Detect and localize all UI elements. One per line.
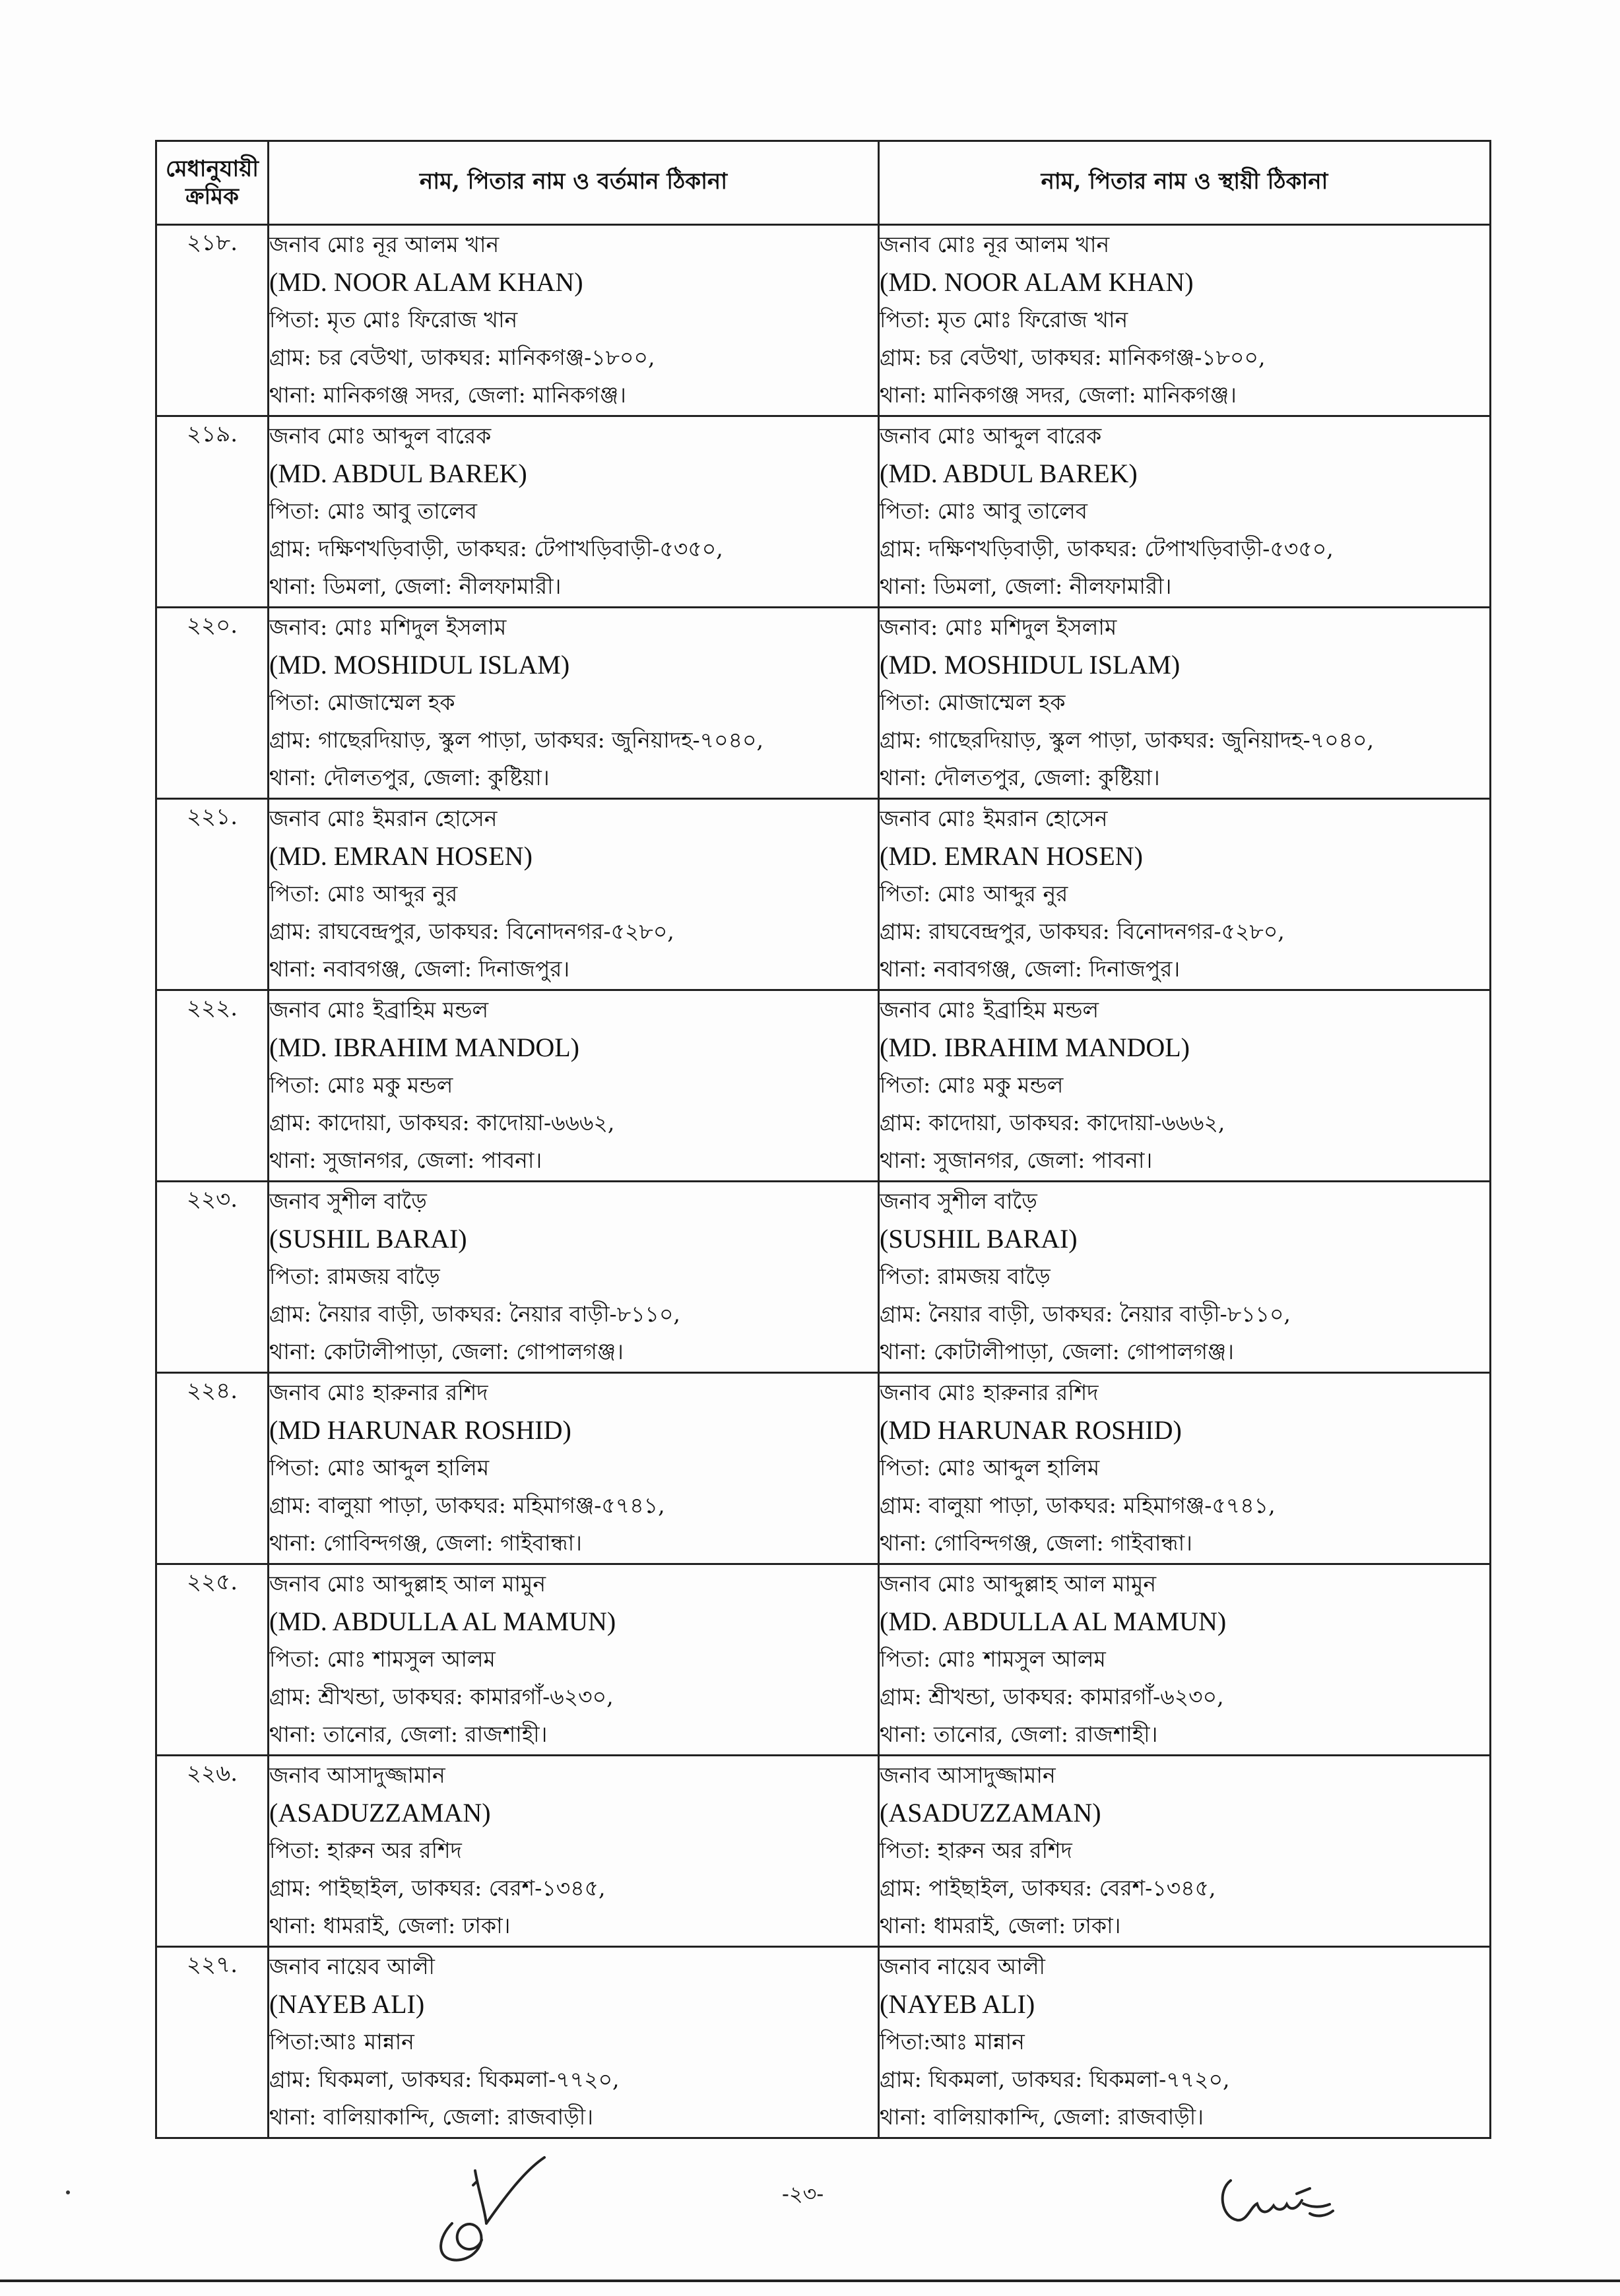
table-row (156, 799, 1491, 990)
serial-number: ২২৭. (156, 1947, 269, 2138)
name-bn: জনাব সুশীল বাড়ৈ (269, 1188, 427, 1214)
thana-district: থানা: দৌলতপুর, জেলা: কুষ্টিয়া। (880, 765, 1160, 790)
present-address-cell (269, 225, 879, 416)
serial-number: ২২১. (156, 799, 269, 990)
name-bn: জনাব: মোঃ মশিদুল ইসলাম (269, 614, 507, 640)
name-en: (MD. MOSHIDUL ISLAM) (269, 650, 570, 680)
village-address: গ্রাম: দক্ষিণখড়িবাড়ী, ডাকঘর: টেপাখড়িবাড়ী-৫৩৫০, (880, 536, 1334, 561)
serial-number: ২১৯. (156, 416, 269, 608)
father-name: পিতা: রামজয় বাড়ৈ (880, 1263, 1051, 1289)
table-header-row (156, 141, 1491, 225)
serial-number: ২২৪. (156, 1373, 269, 1564)
thana-district: থানা: মানিকগঞ্জ সদর, জেলা: মানিকগঞ্জ। (880, 382, 1237, 408)
table-row (156, 1947, 1491, 2138)
thana-district: থানা: ধামরাই, জেলা: ঢাকা। (880, 1913, 1121, 1938)
name-bn: জনাব মোঃ নূর আলম খান (880, 232, 1110, 257)
serial-column-header: মেধানুযায়ী ক্রমিক (156, 141, 269, 225)
father-name: পিতা: মোঃ শামসুল আলম (880, 1646, 1106, 1672)
father-name: পিতা: মৃত মোঃ ফিরোজ খান (269, 307, 518, 333)
name-en: (ASADUZZAMAN) (269, 1798, 491, 1828)
present-address-cell (269, 1947, 879, 2138)
village-address: গ্রাম: পাইছাইল, ডাকঘর: বেরশ-১৩৪৫, (880, 1875, 1216, 1901)
name-bn: জনাব মোঃ হারুনার রশিদ (880, 1380, 1099, 1405)
thana-district: থানা: সুজানগর, জেলা: পাবনা। (880, 1147, 1153, 1173)
village-address: গ্রাম: কাদোয়া, ডাকঘর: কাদোয়া-৬৬৬২, (880, 1110, 1225, 1135)
candidate-table (155, 140, 1491, 2139)
village-address: গ্রাম: বালুয়া পাড়া, ডাকঘর: মহিমাগঞ্জ-৫৭৪১, (880, 1492, 1276, 1518)
permanent-address-cell (879, 1947, 1491, 2138)
father-name: পিতা: রামজয় বাড়ৈ (269, 1263, 440, 1289)
present-address-cell (269, 1756, 879, 1947)
father-name: পিতা: মোঃ মকু মন্ডল (269, 1072, 453, 1098)
father-name: পিতা: মোঃ আবু তালেব (880, 498, 1088, 524)
name-en: (MD. NOOR ALAM KHAN) (880, 267, 1194, 297)
name-en: (NAYEB ALI) (269, 1989, 425, 2019)
thana-district: থানা: নবাবগঞ্জ, জেলা: দিনাজপুর। (269, 956, 570, 982)
name-bn: জনাব মোঃ ইব্রাহিম মন্ডল (880, 997, 1099, 1023)
name-en: (MD. EMRAN HOSEN) (880, 841, 1143, 871)
thana-district: থানা: ডিমলা, জেলা: নীলফামারী। (880, 573, 1172, 599)
village-address: গ্রাম: ঘিকমলা, ডাকঘর: ঘিকমলা-৭৭২০, (880, 2066, 1230, 2092)
thana-district: থানা: তানোর, জেলা: রাজশাহী। (880, 1721, 1158, 1747)
village-address: গ্রাম: রাঘবেন্দ্রপুর, ডাকঘর: বিনোদনগর-৫২৮০, (269, 918, 674, 944)
present-address-cell (269, 799, 879, 990)
page-bottom-rule (0, 2280, 1620, 2282)
thana-district: থানা: গোবিন্দগঞ্জ, জেলা: গাইবান্ধা। (880, 1530, 1192, 1556)
permanent-address-cell (879, 1564, 1491, 1756)
name-bn: জনাব মোঃ ইমরান হোসেন (269, 806, 498, 831)
name-bn: জনাব মোঃ আব্দুল বারেক (269, 423, 492, 449)
name-en: (MD. NOOR ALAM KHAN) (269, 267, 583, 297)
name-bn: জনাব আসাদুজ্জামান (880, 1762, 1056, 1788)
thana-district: থানা: কোটালীপাড়া, জেলা: গোপালগঞ্জ। (269, 1339, 624, 1364)
present-address-cell (269, 608, 879, 799)
table-row (156, 990, 1491, 1182)
village-address: গ্রাম: কাদোয়া, ডাকঘর: কাদোয়া-৬৬৬২, (269, 1110, 615, 1135)
thana-district: থানা: দৌলতপুর, জেলা: কুষ্টিয়া। (269, 765, 550, 790)
father-name: পিতা: মোজাম্মেল হক (269, 689, 455, 715)
thana-district: থানা: গোবিন্দগঞ্জ, জেলা: গাইবান্ধা। (269, 1530, 582, 1556)
village-address: গ্রাম: শ্রীখন্ডা, ডাকঘর: কামারগাঁ-৬২৩০, (269, 1684, 614, 1709)
name-en: (MD. ABDUL BAREK) (269, 459, 527, 488)
thana-district: থানা: মানিকগঞ্জ সদর, জেলা: মানিকগঞ্জ। (269, 382, 626, 408)
name-bn: জনাব নায়েব আলী (269, 1954, 435, 1979)
name-en: (MD. MOSHIDUL ISLAM) (880, 650, 1181, 680)
present-address-cell (269, 1182, 879, 1373)
serial-number: ২২৫. (156, 1564, 269, 1756)
name-en: (ASADUZZAMAN) (880, 1798, 1101, 1828)
present-address-cell (269, 990, 879, 1182)
name-en: (MD HARUNAR ROSHID) (880, 1415, 1182, 1445)
name-bn: জনাব মোঃ ইমরান হোসেন (880, 806, 1108, 831)
village-address: গ্রাম: নৈয়ার বাড়ী, ডাকঘর: নৈয়ার বাড়ী-৮১১০, (269, 1301, 680, 1327)
signature-right (1211, 2167, 1356, 2240)
village-address: গ্রাম: শ্রীখন্ডা, ডাকঘর: কামারগাঁ-৬২৩০, (880, 1684, 1224, 1709)
father-name: পিতা: মোঃ আব্দুর নুর (880, 881, 1068, 907)
table-row (156, 1564, 1491, 1756)
thana-district: থানা: বালিয়াকান্দি, জেলা: রাজবাড়ী। (269, 2104, 594, 2130)
father-name: পিতা: মোঃ আবু তালেব (269, 498, 478, 524)
father-name: পিতা: মৃত মোঃ ফিরোজ খান (880, 307, 1128, 333)
name-bn: জনাব মোঃ নূর আলম খান (269, 232, 500, 257)
father-name: পিতা:আঃ মান্নান (269, 2029, 414, 2055)
name-en: (MD. ABDULLA AL MAMUN) (269, 1607, 616, 1636)
father-name: পিতা: মোঃ আব্দুল হালিম (880, 1455, 1100, 1481)
table-row (156, 608, 1491, 799)
village-address: গ্রাম: চর বেউথা, ডাকঘর: মানিকগঞ্জ-১৮০০, (880, 344, 1266, 370)
permanent-address-cell (879, 416, 1491, 608)
name-bn: জনাব সুশীল বাড়ৈ (880, 1188, 1037, 1214)
name-bn: জনাব মোঃ আব্দুল্লাহ আল মামুন (880, 1571, 1157, 1597)
village-address: গ্রাম: পাইছাইল, ডাকঘর: বেরশ-১৩৪৫, (269, 1875, 606, 1901)
thana-district: থানা: সুজানগর, জেলা: পাবনা। (269, 1147, 542, 1173)
scan-speck (66, 2190, 70, 2194)
present-address-cell (269, 416, 879, 608)
village-address: গ্রাম: গাছেরদিয়াড়, স্কুল পাড়া, ডাকঘর: জুনিয়াদহ-৭০৪০, (880, 727, 1374, 753)
name-en: (MD. EMRAN HOSEN) (269, 841, 533, 871)
thana-district: থানা: বালিয়াকান্দি, জেলা: রাজবাড়ী। (880, 2104, 1204, 2130)
father-name: পিতা: মোজাম্মেল হক (880, 689, 1066, 715)
serial-number: ২২০. (156, 608, 269, 799)
present-address-column-header: নাম, পিতার নাম ও বর্তমান ঠিকানা (269, 141, 879, 225)
village-address: গ্রাম: ঘিকমলা, ডাকঘর: ঘিকমলা-৭৭২০, (269, 2066, 620, 2092)
father-name: পিতা: মোঃ শামসুল আলম (269, 1646, 496, 1672)
permanent-address-column-header: নাম, পিতার নাম ও স্থায়ী ঠিকানা (879, 141, 1491, 225)
present-address-cell (269, 1373, 879, 1564)
village-address: গ্রাম: রাঘবেন্দ্রপুর, ডাকঘর: বিনোদনগর-৫২৮০, (880, 918, 1285, 944)
serial-number: ২২৩. (156, 1182, 269, 1373)
father-name: পিতা: হারুন অর রশিদ (269, 1837, 462, 1863)
father-name: পিতা: মোঃ আব্দুল হালিম (269, 1455, 490, 1481)
name-en: (MD. ABDULLA AL MAMUN) (880, 1607, 1227, 1636)
village-address: গ্রাম: চর বেউথা, ডাকঘর: মানিকগঞ্জ-১৮০০, (269, 344, 655, 370)
name-bn: জনাব মোঃ হারুনার রশিদ (269, 1380, 488, 1405)
table-row (156, 1182, 1491, 1373)
name-en: (MD HARUNAR ROSHID) (269, 1415, 571, 1445)
village-address: গ্রাম: বালুয়া পাড়া, ডাকঘর: মহিমাগঞ্জ-৫৭৪১, (269, 1492, 665, 1518)
name-bn: জনাব নায়েব আলী (880, 1954, 1045, 1979)
name-bn: জনাব মোঃ আব্দুল্লাহ আল মামুন (269, 1571, 546, 1597)
village-address: গ্রাম: দক্ষিণখড়িবাড়ী, ডাকঘর: টেপাখড়িবাড়ী-৫৩৫০, (269, 536, 723, 561)
name-bn: জনাব মোঃ আব্দুল বারেক (880, 423, 1102, 449)
page-number: -২৩- (782, 2181, 824, 2206)
table-row (156, 1756, 1491, 1947)
table-row (156, 416, 1491, 608)
name-en: (MD. IBRAHIM MANDOL) (880, 1033, 1190, 1062)
table-row (156, 1373, 1491, 1564)
name-en: (NAYEB ALI) (880, 1989, 1035, 2019)
father-name: পিতা: মোঃ মকু মন্ডল (880, 1072, 1064, 1098)
table-row (156, 225, 1491, 416)
signature-left (412, 2151, 558, 2270)
village-address: গ্রাম: নৈয়ার বাড়ী, ডাকঘর: নৈয়ার বাড়ী-৮১১০, (880, 1301, 1291, 1327)
name-en: (SUSHIL BARAI) (269, 1224, 467, 1254)
present-address-cell (269, 1564, 879, 1756)
serial-number: ২২৬. (156, 1756, 269, 1947)
thana-district: থানা: ধামরাই, জেলা: ঢাকা। (269, 1913, 511, 1938)
name-bn: জনাব: মোঃ মশিদুল ইসলাম (880, 614, 1117, 640)
father-name: পিতা:আঃ মান্নান (880, 2029, 1025, 2055)
permanent-address-cell (879, 1373, 1491, 1564)
permanent-address-cell (879, 799, 1491, 990)
thana-district: থানা: ডিমলা, জেলা: নীলফামারী। (269, 573, 562, 599)
permanent-address-cell (879, 225, 1491, 416)
permanent-address-cell (879, 1182, 1491, 1373)
name-en: (SUSHIL BARAI) (880, 1224, 1078, 1254)
serial-number: ২২২. (156, 990, 269, 1182)
thana-district: থানা: নবাবগঞ্জ, জেলা: দিনাজপুর। (880, 956, 1181, 982)
name-bn: জনাব মোঃ ইব্রাহিম মন্ডল (269, 997, 489, 1023)
father-name: পিতা: মোঃ আব্দুর নুর (269, 881, 458, 907)
thana-district: থানা: তানোর, জেলা: রাজশাহী। (269, 1721, 548, 1747)
name-en: (MD. IBRAHIM MANDOL) (269, 1033, 579, 1062)
thana-district: থানা: কোটালীপাড়া, জেলা: গোপালগঞ্জ। (880, 1339, 1234, 1364)
serial-number: ২১৮. (156, 225, 269, 416)
father-name: পিতা: হারুন অর রশিদ (880, 1837, 1072, 1863)
name-en: (MD. ABDUL BAREK) (880, 459, 1138, 488)
name-bn: জনাব আসাদুজ্জামান (269, 1762, 445, 1788)
village-address: গ্রাম: গাছেরদিয়াড়, স্কুল পাড়া, ডাকঘর: জুনিয়াদহ-৭০৪০, (269, 727, 763, 753)
permanent-address-cell (879, 1756, 1491, 1947)
permanent-address-cell (879, 990, 1491, 1182)
permanent-address-cell (879, 608, 1491, 799)
